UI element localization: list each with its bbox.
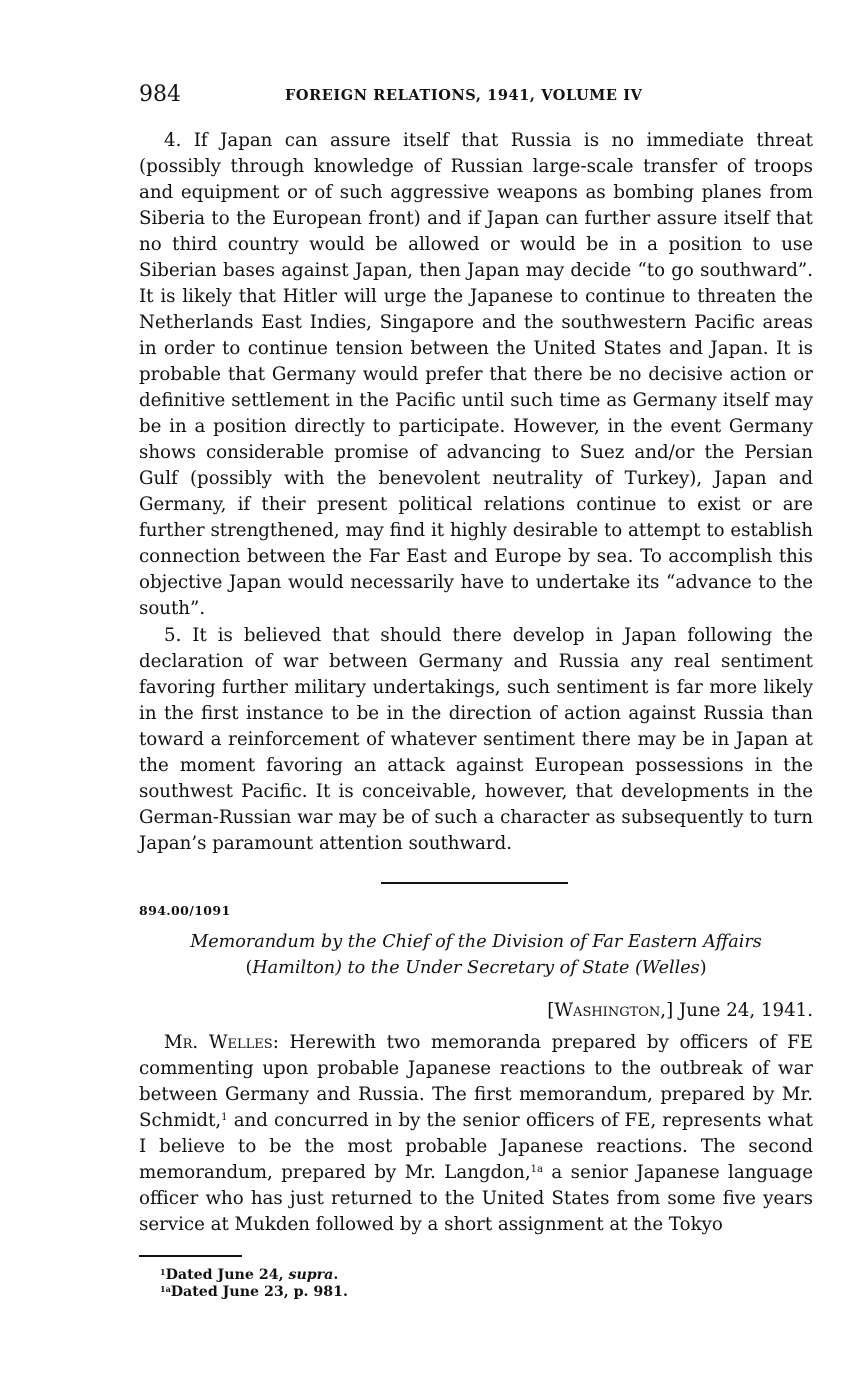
memorandum-title-line-2: (Hamilton) to the Under Secretary of State (Welles) xyxy=(245,958,707,978)
paragraph-4 xyxy=(139,128,813,622)
footnote-ref-1a: 1a xyxy=(530,1164,543,1175)
section-divider xyxy=(381,882,568,884)
recipient-name: Welles xyxy=(641,958,700,978)
dateline-date: June 24, 1941. xyxy=(673,1000,813,1021)
memorandum-title xyxy=(139,929,813,981)
paragraph-5-text: 5. It is believed that should there develop in Japan following the declaration of war between Germany and Russia any real sentiment favoring further military undertakings, such sentiment is far more likely in the first instance to be in the direction of action against Russia than toward a reinforcement of whatever sentiment there may be in Japan at the moment favoring an attack against European possessions in the southwest Pacific. It is conceivable, however, that developments in the German-Russian war may be of such a character as subsequently to turn Japan’s paramount attention southward. xyxy=(139,625,813,854)
salutation: Mr. Welles xyxy=(164,1032,273,1053)
file-number: 894.00/1091 xyxy=(139,903,231,918)
memorandum-body xyxy=(139,1030,813,1238)
footnote: $^{1a}$Dated June 23, p. 981. xyxy=(160,1284,348,1300)
footnotes xyxy=(160,1267,348,1301)
memorandum-paragraph: Mr. Welles: Herewith two memoranda prepared by officers of FE commenting upon probable Japanese reactions to the outbreak of war between Germany and Russia. The first memorandum, prepared by Mr. Schmidt,$^1$ and concurred in by the senior officers of FE, represents what I believe to be the most probable Japanese reactions. The second memorandum, prepared by Mr. Langdon,$^{1a}$ a senior Japanese language officer who has just returned to the United States from some five years service at Mukden followed by a short assignment at the Tokyo xyxy=(139,1032,814,1235)
footnote: $^1$Dated June 24, supra. xyxy=(160,1267,339,1283)
dateline-place: [Washington,] xyxy=(547,1000,674,1021)
page-number: 984 xyxy=(139,82,181,107)
paragraph-5 xyxy=(139,623,813,857)
running-title: FOREIGN RELATIONS, 1941, VOLUME IV xyxy=(285,87,643,104)
page-header xyxy=(139,82,813,110)
dateline xyxy=(139,1000,813,1021)
memorandum-title-line-1: Memorandum by the Chief of the Division of Far Eastern Affairs xyxy=(190,932,762,952)
footnote-ref-1: 1 xyxy=(221,1112,228,1123)
author-name: Hamilton xyxy=(252,958,336,978)
footnote-divider xyxy=(139,1255,242,1257)
paragraph-4-text: 4. If Japan can assure itself that Russia is no immediate threat (possibly through knowledge of Russian large-scale transfer of troops and equipment or of such aggressive weapons as bombing planes from Siberia to the European front) and if Japan can further assure itself that no third country would be allowed or would be in a position to use Siberian bases against Japan, then Japan may decide “to go southward”. It is likely that Hitler will urge the Japanese to continue to threaten the Netherlands East Indies, Singapore and the southwestern Pacific areas in order to continue tension between the United States and Japan. It is probable that Germany would prefer that there be no decisive action or definitive settlement in the Pacific until such time as Germany itself may be in a position directly to participate. However, in the event Germany shows considerable promise of advancing to Suez and/or the Persian Gulf (possibly with the benevolent neutrality of Turkey), Japan and Germany, if their present political relations continue to exist or are further strengthened, may find it highly desirable to attempt to establish connection between the Far East and Europe by sea. To accomplish this objective Japan would necessarily have to undertake its “advance to the south”. xyxy=(139,130,813,619)
